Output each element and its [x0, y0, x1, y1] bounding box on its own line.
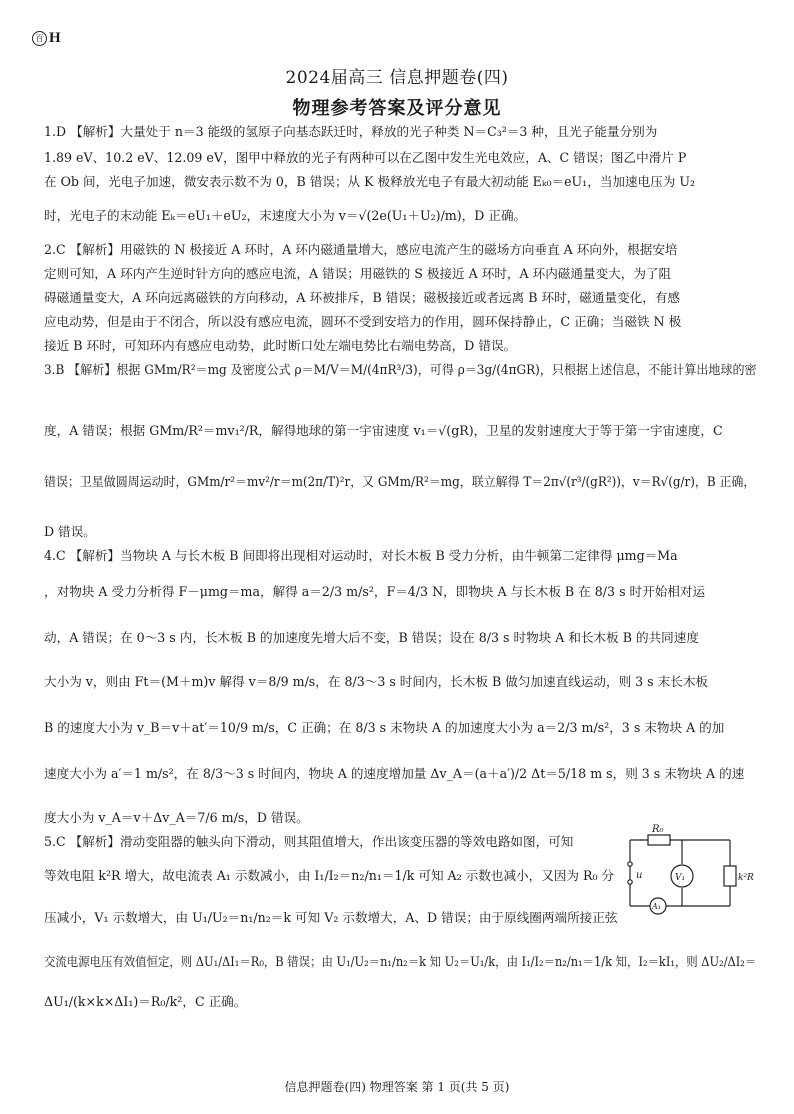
- q5-line-3: 压减小，V₁ 示数增大，由 U₁/U₂＝n₁/n₂＝k 可知 V₂ 示数增大，A、D 错误；由于原线圈两端所接正弦: [44, 910, 618, 925]
- publisher-logo: [32, 30, 61, 47]
- q2-line-5: 接近 B 环时，可知环内有感应电动势，此时断口处左端电势比右端电势高，D 错误。: [44, 338, 517, 353]
- q1-line-2: 1.89 eV、10.2 eV、12.09 eV，图甲中释放的光子有两种可以在乙图中发生光电效应，A、C 错误；图乙中滑片 P: [44, 150, 687, 165]
- q4-line-7: 度大小为 v_A＝v＋Δv_A＝7/6 m/s，D 错误。: [44, 810, 309, 825]
- source-label: u: [636, 870, 643, 881]
- equivalent-circuit-diagram: [622, 826, 752, 918]
- q2-line-3: 碍磁通量变大，A 环向远离磁铁的方向移动，A 环被排斥，B 错误；磁极接近或者远离 B 环时，磁通量变化，有感: [44, 290, 681, 305]
- q1-line-1: 1.D 【解析】大量处于 n＝3 能级的氢原子向基态跃迁时，释放的光子种类 N＝C₃²＝3 种，且光子能量分别为: [44, 124, 658, 139]
- q4-line-1: 4.C 【解析】当物块 A 与长木板 B 间即将出现相对运动时，对长木板 B 受力分析，由牛顿第二定律得 μmg＝Ma: [44, 548, 678, 563]
- r0-label: R₀: [652, 824, 664, 835]
- q2-line-2: 定则可知，A 环内产生逆时针方向的感应电流，A 错误；用磁铁的 S 极接近 A 环时，A 环内磁通量变大，为了阻: [44, 266, 672, 281]
- q2-line-4: 应电动势，但是由于不闭合，所以没有感应电流，圆环不受到安培力的作用，圆环保持静止，C 正确；当磁铁 N 极: [44, 314, 682, 329]
- q4-line-3: 动，A 错误；在 0～3 s 内，长木板 B 的加速度先增大后不变，B 错误；设在 8/3 s 时物块 A 和长木板 B 的共同速度: [44, 630, 699, 645]
- q3-line-3: 错误；卫星做圆周运动时，GMm/r²＝mv²/r＝m(2π/T)²r，又 GMm/R²＝mg，联立解得 T＝2π√(r³/(gR²))，v＝R√(g/r)，B 正确，: [44, 474, 756, 489]
- q4-line-5: B 的速度大小为 v_B＝v＋at′＝10/9 m/s，C 正确；在 8/3 s 末物块 A 的加速度大小为 a＝2/3 m/s²，3 s 末物块 A 的加: [44, 720, 725, 735]
- a1-label: A₁: [652, 902, 661, 911]
- q3-line-4: D 错误。: [44, 524, 96, 539]
- q5-line-4: 交流电源电压有效值恒定，则 ΔU₁/ΔI₁＝R₀，B 错误；由 U₁/U₂＝n₁/n₂＝k 知 U₂＝U₁/k，由 I₁/I₂＝n₂/n₁＝1/k 知，I₂＝kI₁，则 ΔU₂/ΔI₂＝: [44, 954, 757, 969]
- k2r-resistor: [724, 866, 736, 886]
- page-title: 2024届高三 信息押题卷(四): [285, 68, 509, 88]
- page-footer: 信息押题卷(四) 物理答案 第 1 页(共 5 页): [284, 1080, 510, 1094]
- q1-line-3: 在 Ob 间，光电子加速，微安表示数不为 0，B 错误；从 K 极释放光电子有最大初动能 Eₖ₀＝eU₁，当加速电压为 U₂: [44, 174, 696, 189]
- page-subtitle: 物理参考答案及评分意见: [292, 98, 502, 119]
- v1-label: V₁: [675, 873, 686, 883]
- q4-line-2: ，对物块 A 受力分析得 F－μmg＝ma，解得 a＝2/3 m/s²，F＝4/3 N，即物块 A 与长木板 B 在 8/3 s 时开始相对运: [44, 584, 706, 599]
- q5-line-5: ΔU₁/(k×k×ΔI₁)＝R₀/k²，C 正确。: [44, 994, 247, 1009]
- q1-line-4: 时，光电子的末动能 Eₖ＝eU₁＋eU₂，末速度大小为 v＝√(2e(U₁＋U₂)/m)，D 正确。: [44, 208, 527, 223]
- q5-line-2: 等效电阻 k²R 增大，故电流表 A₁ 示数减小，由 I₁/I₂＝n₂/n₁＝1/k 可知 A₂ 示数也减小，又因为 R₀ 分: [44, 868, 615, 883]
- logo-letter: H: [49, 30, 61, 46]
- q2-line-1: 2.C 【解析】用磁铁的 N 极接近 A 环时，A 环内磁通量增大，感应电流产生的磁场方向垂直 A 环向外，根据安培: [44, 242, 678, 257]
- k2r-label: k²R: [738, 873, 754, 883]
- q4-line-4: 大小为 v，则由 Ft＝(M＋m)v 解得 v＝8/9 m/s，在 8/3～3 s 时间内，长木板 B 做匀加速直线运动，则 3 s 末长木板: [44, 674, 709, 689]
- logo-mark: 百: [32, 31, 47, 46]
- q3-line-2: 度，A 错误；根据 GMm/R²＝mv₁²/R，解得地球的第一宇宙速度 v₁＝√(gR)，卫星的发射速度大于等于第一宇宙速度，C: [44, 423, 723, 438]
- q3-line-1: 3.B 【解析】根据 GMm/R²＝mg 及密度公式 ρ＝M/V＝M/(4πR³/3)，可得 ρ＝3g/(4πGR)，只根据上述信息，不能计算出地球的密: [44, 362, 757, 377]
- r0-resistor: [648, 835, 670, 845]
- q5-line-1: 5.C 【解析】滑动变阻器的触头向下滑动，则其阻值增大，作出该变压器的等效电路如图，可知: [44, 834, 574, 849]
- q4-line-6: 速度大小为 a′＝1 m/s²，在 8/3～3 s 时间内，物块 A 的速度增加量 Δv_A＝(a＋a′)/2 Δt＝5/18 m s，则 3 s 末物块 A 的速: [44, 766, 745, 781]
